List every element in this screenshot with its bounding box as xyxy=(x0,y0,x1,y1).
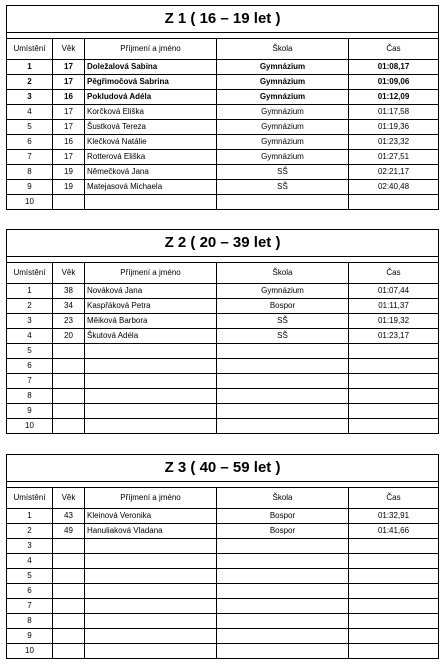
school-cell xyxy=(217,419,349,434)
age-cell: 17 xyxy=(53,60,85,75)
age-cell xyxy=(53,389,85,404)
table-row xyxy=(7,105,439,120)
school-cell: Gymnázium xyxy=(217,60,349,75)
time-cell xyxy=(349,644,439,659)
place-cell: 2 xyxy=(7,299,53,314)
age-cell xyxy=(53,599,85,614)
table-row xyxy=(7,389,439,404)
school-cell xyxy=(217,569,349,584)
age-cell xyxy=(53,359,85,374)
place-cell: 10 xyxy=(7,195,53,210)
time-cell xyxy=(349,569,439,584)
place-cell: 5 xyxy=(7,344,53,359)
age-cell: 19 xyxy=(53,180,85,195)
age-cell: 20 xyxy=(53,329,85,344)
table-row xyxy=(7,150,439,165)
school-cell: Bospor xyxy=(217,509,349,524)
place-cell: 4 xyxy=(7,105,53,120)
age-cell: 17 xyxy=(53,120,85,135)
age-cell: 17 xyxy=(53,150,85,165)
name-cell: Nováková Jana xyxy=(85,284,217,299)
school-cell: Gymnázium xyxy=(217,90,349,105)
school-cell: Gymnázium xyxy=(217,135,349,150)
category-title: Z 3 ( 40 – 59 let ) xyxy=(7,455,439,482)
time-cell xyxy=(349,584,439,599)
table-row xyxy=(7,299,439,314)
school-cell xyxy=(217,599,349,614)
table-row xyxy=(7,404,439,419)
time-cell xyxy=(349,614,439,629)
place-cell: 5 xyxy=(7,120,53,135)
name-cell: Šustková Tereza xyxy=(85,120,217,135)
name-cell xyxy=(85,359,217,374)
name-cell: Klečková Natálie xyxy=(85,135,217,150)
age-cell xyxy=(53,195,85,210)
age-cell xyxy=(53,629,85,644)
name-cell: Kleinová Veronika xyxy=(85,509,217,524)
table-row xyxy=(7,539,439,554)
header-school: Škola xyxy=(217,488,349,509)
time-cell xyxy=(349,629,439,644)
header-age: Věk xyxy=(53,263,85,284)
table-row xyxy=(7,90,439,105)
category-title: Z 1 ( 16 – 19 let ) xyxy=(7,6,439,33)
age-cell xyxy=(53,404,85,419)
category-title: Z 2 ( 20 – 39 let ) xyxy=(7,230,439,257)
name-cell: Matejasová Michaela xyxy=(85,180,217,195)
place-cell: 1 xyxy=(7,60,53,75)
school-cell: SŠ xyxy=(217,314,349,329)
school-cell: Bospor xyxy=(217,299,349,314)
school-cell: Gymnázium xyxy=(217,75,349,90)
header-time: Čas xyxy=(349,263,439,284)
name-cell xyxy=(85,554,217,569)
results-table xyxy=(6,229,439,434)
header-time: Čas xyxy=(349,488,439,509)
name-cell: Pěgřimočová Sabrina xyxy=(85,75,217,90)
time-cell: 01:32,91 xyxy=(349,509,439,524)
name-cell xyxy=(85,374,217,389)
table-row xyxy=(7,584,439,599)
place-cell: 8 xyxy=(7,614,53,629)
school-cell: SŠ xyxy=(217,329,349,344)
table-row xyxy=(7,599,439,614)
results-table xyxy=(6,5,439,210)
category-table-3 xyxy=(6,454,439,659)
time-cell: 01:41,66 xyxy=(349,524,439,539)
header-name: Příjmení a jméno xyxy=(85,39,217,60)
time-cell xyxy=(349,389,439,404)
age-cell: 17 xyxy=(53,75,85,90)
school-cell xyxy=(217,584,349,599)
name-cell xyxy=(85,614,217,629)
school-cell: Gymnázium xyxy=(217,120,349,135)
time-cell: 01:12,09 xyxy=(349,90,439,105)
header-placement: Umístění xyxy=(7,263,53,284)
place-cell: 3 xyxy=(7,314,53,329)
name-cell xyxy=(85,584,217,599)
name-cell xyxy=(85,404,217,419)
age-cell: 16 xyxy=(53,135,85,150)
table-row xyxy=(7,509,439,524)
time-cell: 01:23,17 xyxy=(349,329,439,344)
time-cell: 01:27,51 xyxy=(349,150,439,165)
header-name: Příjmení a jméno xyxy=(85,488,217,509)
place-cell: 6 xyxy=(7,584,53,599)
table-row xyxy=(7,344,439,359)
category-table-2 xyxy=(6,229,439,434)
name-cell: Rotterová Eliška xyxy=(85,150,217,165)
name-cell xyxy=(85,389,217,404)
name-cell xyxy=(85,195,217,210)
age-cell xyxy=(53,614,85,629)
place-cell: 9 xyxy=(7,404,53,419)
school-cell xyxy=(217,359,349,374)
header-time: Čas xyxy=(349,39,439,60)
place-cell: 6 xyxy=(7,359,53,374)
header-school: Škola xyxy=(217,263,349,284)
school-cell xyxy=(217,554,349,569)
name-cell xyxy=(85,419,217,434)
school-cell xyxy=(217,389,349,404)
age-cell: 38 xyxy=(53,284,85,299)
time-cell xyxy=(349,599,439,614)
table-row xyxy=(7,314,439,329)
age-cell: 34 xyxy=(53,299,85,314)
place-cell: 8 xyxy=(7,165,53,180)
table-row xyxy=(7,75,439,90)
table-row xyxy=(7,554,439,569)
name-cell: Kaspřáková Petra xyxy=(85,299,217,314)
table-row xyxy=(7,60,439,75)
time-cell: 01:07,44 xyxy=(349,284,439,299)
age-cell xyxy=(53,344,85,359)
place-cell: 10 xyxy=(7,644,53,659)
name-cell xyxy=(85,344,217,359)
time-cell: 01:17,58 xyxy=(349,105,439,120)
school-cell xyxy=(217,195,349,210)
time-cell: 02:21,17 xyxy=(349,165,439,180)
name-cell: Korčková Eliška xyxy=(85,105,217,120)
place-cell: 7 xyxy=(7,599,53,614)
header-age: Věk xyxy=(53,39,85,60)
place-cell: 2 xyxy=(7,524,53,539)
results-table xyxy=(6,454,439,659)
place-cell: 1 xyxy=(7,284,53,299)
name-cell xyxy=(85,644,217,659)
time-cell xyxy=(349,539,439,554)
table-row xyxy=(7,135,439,150)
school-cell xyxy=(217,539,349,554)
name-cell: Hanuliaková Vladana xyxy=(85,524,217,539)
place-cell: 4 xyxy=(7,329,53,344)
time-cell: 01:19,36 xyxy=(349,120,439,135)
table-row xyxy=(7,629,439,644)
table-row xyxy=(7,120,439,135)
school-cell: Bospor xyxy=(217,524,349,539)
place-cell: 3 xyxy=(7,90,53,105)
place-cell: 9 xyxy=(7,629,53,644)
table-row xyxy=(7,419,439,434)
table-row xyxy=(7,374,439,389)
school-cell: Gymnázium xyxy=(217,150,349,165)
header-school: Škola xyxy=(217,39,349,60)
time-cell: 01:23,32 xyxy=(349,135,439,150)
place-cell: 10 xyxy=(7,419,53,434)
table-row xyxy=(7,359,439,374)
table-row xyxy=(7,180,439,195)
age-cell xyxy=(53,644,85,659)
place-cell: 5 xyxy=(7,569,53,584)
time-cell: 01:11,37 xyxy=(349,299,439,314)
age-cell: 16 xyxy=(53,90,85,105)
time-cell xyxy=(349,374,439,389)
age-cell xyxy=(53,554,85,569)
name-cell: Němečková Jana xyxy=(85,165,217,180)
age-cell: 23 xyxy=(53,314,85,329)
time-cell xyxy=(349,404,439,419)
place-cell: 3 xyxy=(7,539,53,554)
time-cell xyxy=(349,554,439,569)
place-cell: 7 xyxy=(7,374,53,389)
name-cell xyxy=(85,569,217,584)
place-cell: 2 xyxy=(7,75,53,90)
table-row xyxy=(7,524,439,539)
table-row xyxy=(7,165,439,180)
time-cell xyxy=(349,195,439,210)
time-cell: 02:40,48 xyxy=(349,180,439,195)
time-cell: 01:19,32 xyxy=(349,314,439,329)
school-cell xyxy=(217,344,349,359)
place-cell: 4 xyxy=(7,554,53,569)
table-row xyxy=(7,284,439,299)
age-cell: 49 xyxy=(53,524,85,539)
time-cell: 01:08,17 xyxy=(349,60,439,75)
school-cell xyxy=(217,614,349,629)
place-cell: 7 xyxy=(7,150,53,165)
age-cell: 17 xyxy=(53,105,85,120)
age-cell xyxy=(53,569,85,584)
school-cell: Gymnázium xyxy=(217,105,349,120)
age-cell xyxy=(53,539,85,554)
header-age: Věk xyxy=(53,488,85,509)
place-cell: 8 xyxy=(7,389,53,404)
name-cell xyxy=(85,629,217,644)
age-cell xyxy=(53,584,85,599)
header-placement: Umístění xyxy=(7,488,53,509)
table-row xyxy=(7,644,439,659)
school-cell xyxy=(217,644,349,659)
header-placement: Umístění xyxy=(7,39,53,60)
age-cell: 43 xyxy=(53,509,85,524)
time-cell xyxy=(349,359,439,374)
name-cell: Měiková Barbora xyxy=(85,314,217,329)
age-cell xyxy=(53,374,85,389)
name-cell xyxy=(85,539,217,554)
school-cell: SŠ xyxy=(217,165,349,180)
time-cell: 01:09,06 xyxy=(349,75,439,90)
school-cell: Gymnázium xyxy=(217,284,349,299)
place-cell: 9 xyxy=(7,180,53,195)
name-cell: Škutová Adéla xyxy=(85,329,217,344)
place-cell: 6 xyxy=(7,135,53,150)
time-cell xyxy=(349,419,439,434)
place-cell: 1 xyxy=(7,509,53,524)
table-row xyxy=(7,195,439,210)
school-cell: SŠ xyxy=(217,180,349,195)
table-row xyxy=(7,614,439,629)
age-cell: 19 xyxy=(53,165,85,180)
table-row xyxy=(7,569,439,584)
school-cell xyxy=(217,629,349,644)
category-table-1 xyxy=(6,5,439,210)
school-cell xyxy=(217,374,349,389)
name-cell: Doležalová Sabina xyxy=(85,60,217,75)
name-cell xyxy=(85,599,217,614)
age-cell xyxy=(53,419,85,434)
table-row xyxy=(7,329,439,344)
header-name: Příjmení a jméno xyxy=(85,263,217,284)
school-cell xyxy=(217,404,349,419)
name-cell: Pokludová Adéla xyxy=(85,90,217,105)
time-cell xyxy=(349,344,439,359)
